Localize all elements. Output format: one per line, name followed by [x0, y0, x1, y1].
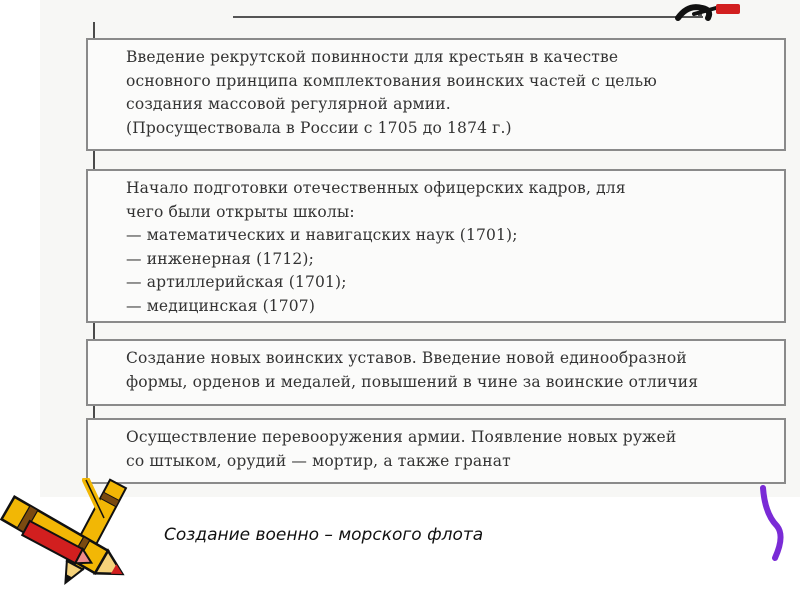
- box-text-line: со штыком, орудий — мортир, а также гранат: [126, 451, 511, 470]
- box-text-line: формы, орденов и медалей, повышений в чине за воинские отличия: [126, 372, 699, 391]
- scheme-box-rearmament: [86, 418, 786, 484]
- caption-navy: Создание военно – морского флота: [164, 525, 484, 545]
- scheme-box-officer-schools: [86, 169, 786, 323]
- box-text-line: — медицинская (1707): [126, 296, 316, 315]
- corner-swirl-icon: [672, 0, 742, 26]
- box-text-line: Создание новых воинских уставов. Введение новой единообразной: [126, 349, 687, 367]
- box-text-line: — инженерная (1712);: [126, 249, 314, 268]
- scheme-box-recruitment: [86, 38, 786, 151]
- box-text-line: чего были открыты школы:: [126, 202, 355, 221]
- box-text-line: (Просуществовала в России с 1705 до 1874 г.): [126, 118, 512, 137]
- box-text-line: создания массовой регулярной армии.: [126, 95, 451, 113]
- crayons-icon: [0, 478, 160, 600]
- box-text-line: — математических и навигацских наук (1701);: [126, 226, 518, 244]
- scheme-box-military-regulations: [86, 339, 786, 406]
- box-text-line: — артиллерийская (1701);: [126, 273, 347, 291]
- top-divider-line: [233, 16, 703, 18]
- box-text-line: Осуществление перевооружения армии. Появление новых ружей: [126, 428, 677, 446]
- box-text-line: Введение рекрутской повинности для крестьян в качестве: [126, 48, 619, 66]
- box-text-line: Начало подготовки отечественных офицерских кадров, для: [126, 179, 626, 197]
- box-text-line: основного принципа комплектования воинских частей с целью: [126, 71, 657, 90]
- purple-swirl-icon: [755, 484, 795, 564]
